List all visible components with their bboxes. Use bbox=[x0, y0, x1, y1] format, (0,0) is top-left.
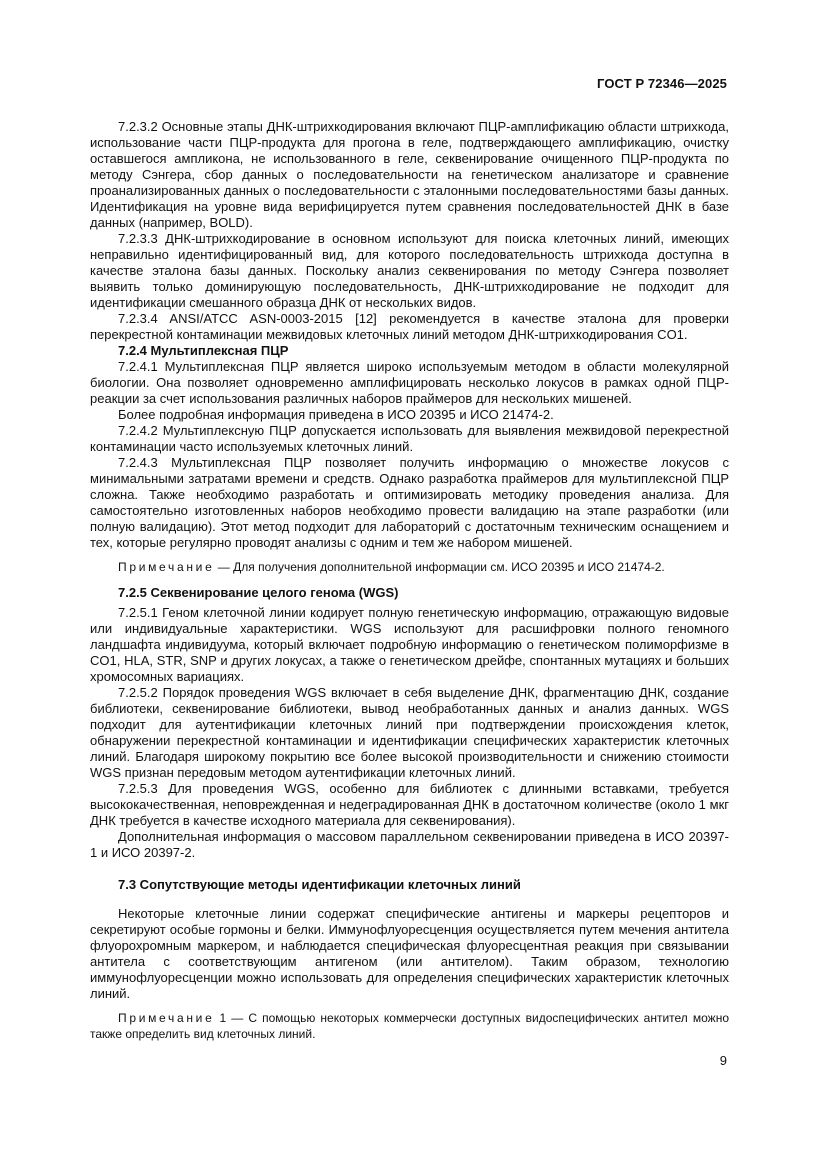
note-1 bbox=[90, 559, 729, 575]
paragraph-7-2-3-3: 7.2.3.3 ДНК-штрихкодирование в основном используют для поиска клеточных линий, имеющих неправильно идентифицированный вид, для которого последовательность штрихкода доступна в качестве эталона базы данных. Поскольку анализ секвенирования по методу Сэнгера позволяет выявить только доминирующую последовательность, ДНК-штрихкодирование не подходит для идентификации смешанного образца ДНК от нескольких видов. bbox=[90, 231, 729, 310]
paragraph-7-2-4-2: 7.2.4.2 Мультиплексную ПЦР допускается использовать для выявления межвидовой перекрестной контаминации часто используемых клеточных линий. bbox=[90, 423, 729, 454]
note-text: 1 — С помощью некоторых коммерчески доступных видоспецифических антител можно также определить вид клеточных линий. bbox=[90, 1011, 729, 1041]
page-number: 9 bbox=[719, 1053, 727, 1068]
paragraph-7-2-4-3: 7.2.4.3 Мультиплексная ПЦР позволяет получить информацию о множестве локусов с минимальными затратами времени и средств. Однако разработка праймеров для мультиплексной ПЦР сложна. Также необходимо разработать и оптимизировать методику проведения анализа. Для самостоятельно изготовленных наборов необходимо провести валидацию на этапе разработки (или полную валидацию). Этот метод подходит для лабораторий с достаточным техническим оснащением и тех, которые регулярно проводят анализы с одним и тем же набором мишеней. bbox=[90, 455, 729, 550]
paragraph-7-2-5-2: 7.2.5.2 Порядок проведения WGS включает в себя выделение ДНК, фрагментацию ДНК, создание библиотеки, секвенирование библиотеки, вывод необработанных данных и анализ данных. WGS подходит для аутентификации клеточных линий при подтверждении происхождения клеток, обнаружении перекрестной контаминации и идентификации специфических характеристик клеточных линий. Благодаря широкому покрытию все более высокой производительности и снижению стоимости WGS признан передовым методом аутентификации клеточных линий. bbox=[90, 685, 729, 780]
heading-7-2-4: 7.2.4 Мультиплексная ПЦР bbox=[118, 343, 289, 358]
heading-7-2-5: 7.2.5 Секвенирование целого генома (WGS) bbox=[118, 585, 399, 600]
paragraph-7-2-4-1-extra: Более подробная информация приведена в ИСО 20395 и ИСО 21474-2. bbox=[118, 407, 554, 422]
note-text: — Для получения дополнительной информации см. ИСО 20395 и ИСО 21474-2. bbox=[214, 560, 665, 574]
note-label: Примечание bbox=[118, 560, 215, 574]
paragraph-7-2-4-1: 7.2.4.1 Мультиплексная ПЦР является широко используемым методом в области молекулярной биологии. Она позволяет одновременно амплифицировать несколько локусов в рамках одной ПЦР-реакции за счет использования различных наборов праймеров для нескольких мишеней. bbox=[90, 359, 729, 406]
paragraph-7-2-3-2: 7.2.3.2 Основные этапы ДНК-штрихкодирования включают ПЦР-амплификацию области штрихкода, использование части ПЦР-продукта для прогона в геле, подтверждающего амплификацию, очистку оставшегося ампликона, не использованного в геле, секвенирование очищенного ПЦР-продукта по методу Сэнгера, сбор данных о последовательности на генетическом анализаторе и сравнение проанализированных данных о последовательности с эталонными последовательностями базы данных. Идентификация на уровне вида верифицируется путем сравнения последовательностей ДНК в базе данных (например, BOLD). bbox=[90, 119, 729, 230]
document-body bbox=[90, 119, 729, 1052]
paragraph-7-2-3-4: 7.2.3.4 ANSI/ATCC ASN-0003-2015 [12] рекомендуется в качестве эталона для проверки перекрестной контаминации межвидовых клеточных линий методом ДНК-штрихкодирования CO1. bbox=[90, 311, 729, 342]
heading-7-3: 7.3 Сопутствующие методы идентификации клеточных линий bbox=[118, 877, 521, 892]
document-code: ГОСТ Р 72346—2025 bbox=[597, 76, 727, 91]
paragraph-7-2-5-3: 7.2.5.3 Для проведения WGS, особенно для библиотек с длинными вставками, требуется высококачественная, неповрежденная и недеградированная ДНК в достаточном количестве (около 1 мкг ДНК требуется в качестве исходного материала для секвенирования). bbox=[90, 781, 729, 828]
note-label: Примечание bbox=[118, 1011, 215, 1025]
paragraph-7-2-5-1: 7.2.5.1 Геном клеточной линии кодирует полную генетическую информацию, отражающую видовые или индивидуальные характеристики. WGS используют для расшифровки полного геномного ландшафта индивидуума, который включает подробную информацию о генетическом полиморфизме в CO1, HLA, STR, SNP и других локусах, а также о генетическом дрейфе, спонтанных мутациях и больших хромосомных вариациях. bbox=[90, 605, 729, 684]
paragraph-7-3: Некоторые клеточные линии содержат специфические антигены и маркеры рецепторов и секретируют особые гормоны и белки. Иммунофлуоресценция осуществляется путем мечения антитела флуорохромным маркером, и наблюдается специфическая флуоресцентная реакция при связывании антитела с соответствующим антигеном (или антителом). Таким образом, технологию иммунофлуоресценции можно использовать для определения специфических характеристик клеточных линий. bbox=[90, 906, 729, 1001]
paragraph-7-2-5-3-extra: Дополнительная информация о массовом параллельном секвенировании приведена в ИСО 20397-1 и ИСО 20397-2. bbox=[90, 829, 729, 860]
note-2 bbox=[90, 1010, 729, 1042]
